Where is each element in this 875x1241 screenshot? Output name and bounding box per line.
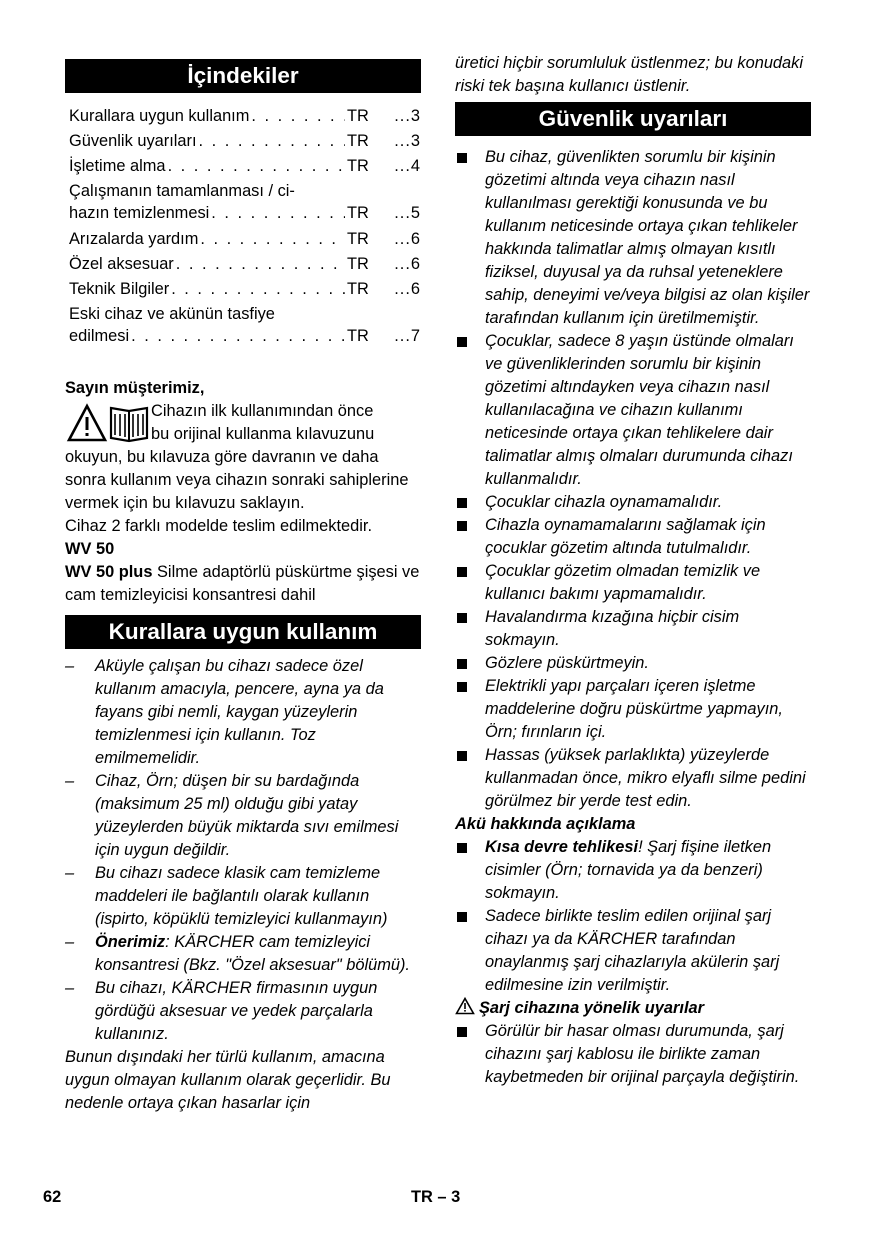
toc-leader-dots — [131, 325, 345, 347]
toc-entry-lang: TR — [347, 280, 369, 298]
toc-entry[interactable] — [69, 303, 421, 351]
short-circuit-label: Kısa devre tehlikesi — [485, 838, 639, 856]
bullet-square-icon — [457, 567, 467, 577]
toc-entry-title: Çalışmanın tamamlanması / ci- — [69, 182, 295, 200]
recommend-text: : KÄRCHER cam temizleyici konsantresi (Bkz. "Özel aksesuar" bölümü). — [95, 933, 410, 974]
list-item: Çocuklar cihazla oynamamalıdır. — [455, 491, 811, 514]
bullet-square-icon — [457, 1027, 467, 1037]
page-number: 62 — [43, 1188, 62, 1206]
toc-leader-dots — [200, 228, 345, 251]
right-column — [455, 52, 811, 1089]
toc-leader-dots — [168, 155, 345, 178]
toc-entry-page: ...3 — [394, 132, 421, 150]
bullet-square-icon — [457, 153, 467, 163]
list-item: – Bu cihazı, KÄRCHER firmasının uygun gördüğü aksesuar ve yedek parçalarla kullanınız. — [65, 977, 421, 1046]
toc-entry-lang: TR — [347, 255, 369, 273]
safety-list — [455, 146, 811, 813]
model-wv50: WV 50 — [65, 540, 115, 558]
toc-entry-lang: TR — [347, 107, 369, 125]
toc-leader-dots — [251, 105, 345, 128]
toc-entry-title: İşletime alma — [69, 157, 166, 175]
toc-entry-title: Güvenlik uyarıları — [69, 132, 197, 150]
toc-leader-dots — [171, 278, 345, 301]
toc-leader-dots — [199, 130, 345, 153]
list-item: Havalandırma kızağına hiçbir cisim sokmayın. — [455, 606, 811, 652]
toc-entry[interactable] — [69, 253, 421, 278]
toc-entry-title: Teknik Bilgiler — [69, 280, 170, 298]
battery-subheading: Akü hakkında açıklama — [455, 815, 636, 833]
toc-entry[interactable] — [69, 105, 421, 130]
toc-entry[interactable] — [69, 130, 421, 155]
list-item — [65, 931, 421, 977]
toc-entry[interactable] — [69, 228, 421, 253]
list-item: Elektrikli yapı parçaları içeren işletme maddelerine doğru püskürtme yapmayın, Örn; fırınların içi. — [455, 675, 811, 744]
toc-entry-lang: TR — [347, 132, 369, 150]
greeting: Sayın müşterimiz, — [65, 379, 205, 397]
list-item: – Aküyle çalışan bu cihazı sadece özel kullanım amacıyla, pencere, ayna ya da fayans gibi nemli, kaygan yüzeylerin temizlenmesi için kullanın. Toz emilmemelidir. — [65, 655, 421, 770]
bullet-square-icon — [457, 613, 467, 623]
toc-entry-title: Kurallara uygun kullanım — [69, 107, 250, 125]
models-line: Cihaz 2 farklı modelde teslim edilmektedir. — [65, 517, 372, 535]
intro-text: okuyun, bu kılavuza göre davranın ve daha sonra kullanım veya cihazın sonraki sahiplerine vermek için bu kılavuzu saklayın. — [65, 448, 409, 512]
toc-entry-page: ...3 — [394, 107, 421, 125]
bullet-square-icon — [457, 659, 467, 669]
toc-entry-page: ...4 — [394, 157, 421, 175]
toc-entry-lang: TR — [347, 157, 369, 175]
list-item: – Cihaz, Örn; düşen bir su bardağında (maksimum 25 ml) olduğu gibi yatay yüzeylerden büyük miktarda sıvı emilmesi için uygun değildir. — [65, 770, 421, 862]
toc-entry-lang: TR — [347, 327, 369, 345]
intro-line-1: Cihazın ilk kullanımından önce — [151, 402, 374, 420]
table-of-contents — [65, 105, 421, 351]
toc-entry-page: ...6 — [394, 230, 421, 248]
toc-entry-page: ...5 — [394, 204, 421, 222]
toc-entry[interactable] — [69, 180, 421, 228]
toc-entry-title-cont: edilmesi — [69, 327, 130, 345]
toc-entry-page: ...7 — [394, 327, 421, 345]
toc-entry-lang: TR — [347, 230, 369, 248]
list-item: Cihazla oynamamalarını sağlamak için çocuklar gözetim altında tutulmalıdır. — [455, 514, 811, 560]
battery-list — [455, 836, 811, 997]
bullet-square-icon — [457, 521, 467, 531]
bullet-square-icon — [457, 843, 467, 853]
safety-heading: Güvenlik uyarıları — [455, 102, 811, 136]
toc-leader-dots — [211, 202, 345, 224]
recommend-label: Önerimiz — [95, 933, 166, 951]
model-wv50plus-line — [65, 561, 421, 607]
toc-entry-title: Eski cihaz ve akünün tasfiye — [69, 305, 275, 323]
list-item: Çocuklar, sadece 8 yaşın üstünde olmaları ve güvenliklerinden sorumlu bir kişinin gözetimi altındayken veya cihazın nasıl kullanılacağına ve cihazın kullanımı neticesinde ortaya çıkan tehlikelere dair talimatlar almış olmaları durumunda cihazı kullanmalıdır. — [455, 330, 811, 491]
list-item: Gözlere püskürtmeyin. — [455, 652, 811, 675]
toc-entry-lang: TR — [347, 204, 369, 222]
proper-use-list — [65, 655, 421, 1046]
bullet-square-icon — [457, 682, 467, 692]
toc-entry[interactable] — [69, 155, 421, 180]
intro-line-2: bu orijinal kullanma kılavuzunu — [151, 425, 375, 443]
toc-leader-dots — [176, 253, 345, 276]
toc-entry-title: Arızalarda yardım — [69, 230, 199, 248]
list-item: – Bu cihazı sadece klasik cam temizleme maddeleri ile bağlantılı olarak kullanın (ispirto, köpüklü temizleyici kullanmayın) — [65, 862, 421, 931]
toc-entry[interactable] — [69, 278, 421, 303]
list-item: Kısa devre tehlikesi! Şarj fişine iletken cisimler (Örn; tornavida ya da benzeri) sokmayın. — [455, 836, 811, 905]
warning-icon — [455, 997, 475, 1015]
bullet-square-icon — [457, 912, 467, 922]
section-page-label: TR – 3 — [411, 1188, 461, 1206]
toc-entry-page: ...6 — [394, 255, 421, 273]
list-item: Bu cihaz, güvenlikten sorumlu bir kişinin gözetimi altında veya cihazın nasıl kullanılması gerektiği konusunda ve bu kullanım neticesinde ortaya çıkan tehlikeler hakkında talimatlar almış olmayan kısıtlı fiziksel, duyusal ya da ruhsal yeteneklere sahip, deneyimi ve/veya bilgisi az olan kişiler tarafından kullanım için üretilmemiştir. — [455, 146, 811, 330]
model-wv50plus: WV 50 plus — [65, 563, 153, 581]
proper-use-closing: Bunun dışındaki her türlü kullanım, amacına uygun olmayan kullanım olarak geçerlidir. Bu nedenle ortaya çıkan hasarlar için — [65, 1048, 391, 1112]
list-item: Çocuklar gözetim olmadan temizlik ve kullanıcı bakımı yapmamalıdır. — [455, 560, 811, 606]
list-item: Sadece birlikte teslim edilen orijinal şarj cihazı ya da KÄRCHER tarafından onaylanmış şarj cihazlarıyla akülerin şarj edilmesine izin verilmiştir. — [455, 905, 811, 997]
intro-warning-block — [65, 400, 421, 515]
list-item: Hassas (yüksek parlaklıkta) yüzeylerde kullanmadan önce, mikro elyaflı silme pedini görülmez bir yerde test edin. — [455, 744, 811, 813]
warning-manual-icon — [65, 402, 151, 444]
charger-subheading: Şarj cihazına yönelik uyarılar — [455, 997, 811, 1020]
charger-list — [455, 1020, 811, 1089]
toc-entry-title: Özel aksesuar — [69, 255, 174, 273]
list-item: Görülür bir hasar olması durumunda, şarj cihazını şarj kablosu ile birlikte zaman kaybetmeden bir orijinal parçayla değiştirin. — [455, 1020, 811, 1089]
toc-entry-title-cont: hazın temizlenmesi — [69, 204, 210, 222]
left-column — [65, 52, 421, 1115]
toc-heading: İçindekiler — [65, 59, 421, 93]
model-wv50plus-desc: Silme adaptörlü püskürtme şişesi ve cam temizleyicisi konsantresi dahil — [65, 563, 420, 604]
proper-use-heading: Kurallara uygun kullanım — [65, 615, 421, 649]
bullet-square-icon — [457, 337, 467, 347]
bullet-square-icon — [457, 751, 467, 761]
bullet-square-icon — [457, 498, 467, 508]
toc-entry-page: ...6 — [394, 280, 421, 298]
proper-use-closing-cont: üretici hiçbir sorumluluk üstlenmez; bu konudaki riski tek başına kullanıcı üstlenir. — [455, 54, 804, 95]
